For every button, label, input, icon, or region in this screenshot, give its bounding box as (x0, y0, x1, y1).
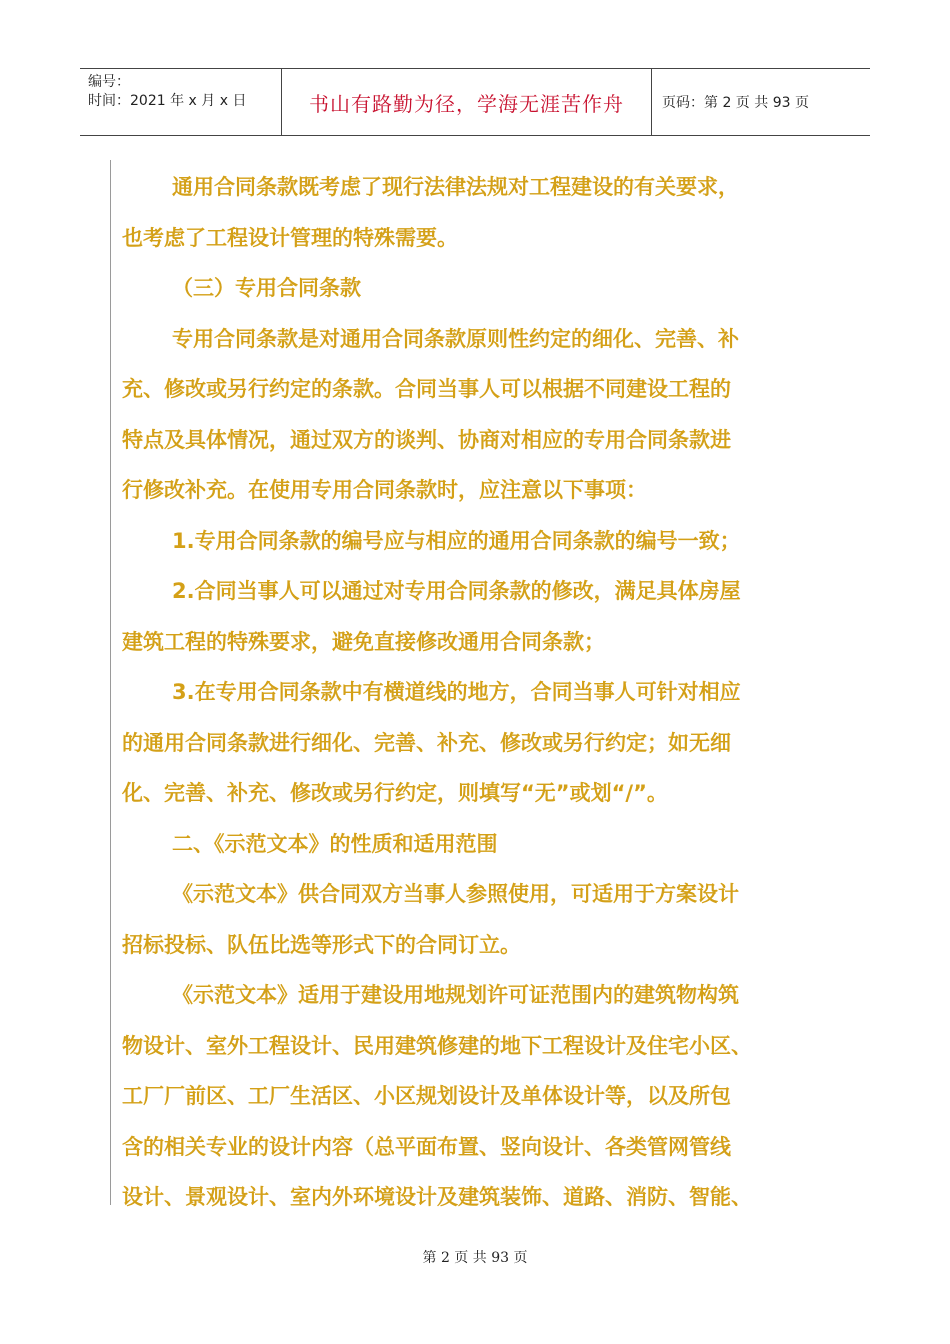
page-footer: 第 2 页 共 93 页 (422, 1250, 528, 1266)
body-line: 物设计、室外工程设计、民用建筑修建的地下工程设计及住宅小区、 (122, 1033, 752, 1058)
list-item: 1.专用合同条款的编号应与相应的通用合同条款的编号一致； (172, 528, 741, 553)
list-item: 2.合同当事人可以通过对专用合同条款的修改，满足具体房屋 (172, 579, 741, 603)
header-motto: 书山有路勤为径，学海无涯苦作舟 (282, 69, 652, 135)
body-line: 行修改补充。在使用专用合同条款时，应注意以下事项： (122, 478, 647, 502)
body-line: 《示范文本》适用于建设用地规划许可证范围内的建筑物构筑 (172, 983, 739, 1007)
body-line: 专用合同条款是对通用合同条款原则性约定的细化、完善、补 (172, 326, 739, 351)
body-line: 设计、景观设计、室内外环境设计及建筑装饰、道路、消防、智能、 (122, 1185, 752, 1209)
body-line: 也考虑了工程设计管理的特殊需要。 (122, 225, 458, 250)
list-item: 3.在专用合同条款中有横道线的地方，合同当事人可针对相应 (172, 680, 741, 704)
header-meta (80, 69, 282, 135)
number-label: 编号： (88, 74, 130, 90)
body-line: 特点及具体情况，通过双方的谈判、协商对相应的专用合同条款进 (122, 427, 731, 452)
body-line: 招标投标、队伍比选等形式下的合同订立。 (122, 932, 521, 957)
section-heading: 二、《示范文本》的性质和适用范围 (172, 831, 498, 856)
body-line: 含的相关专业的设计内容（总平面布置、竖向设计、各类管网管线 (122, 1134, 731, 1159)
body-line: 工厂厂前区、工厂生活区、小区规划设计及单体设计等，以及所包 (122, 1084, 731, 1108)
body-line: 的通用合同条款进行细化、完善、补充、修改或另行约定；如无细 (122, 730, 731, 755)
body-line: 建筑工程的特殊要求，避免直接修改通用合同条款； (122, 629, 605, 654)
body-line: 充、修改或另行约定的条款。合同当事人可以根据不同建设工程的 (122, 377, 731, 401)
page-header (80, 68, 870, 136)
document-body (122, 162, 842, 1223)
section-heading: （三）专用合同条款 (172, 276, 361, 300)
body-line: 通用合同条款既考虑了现行法律法规对工程建设的有关要求， (172, 175, 739, 199)
header-page-info: 页码：第 2 页 共 93 页 (662, 95, 809, 111)
body-line: 化、完善、补充、修改或另行约定，则填写“无”或划“/”。 (122, 781, 668, 805)
date-label: 时间：2021 年 x 月 x 日 (88, 93, 247, 109)
left-margin-rule (110, 160, 111, 1205)
body-line: 《示范文本》供合同双方当事人参照使用，可适用于方案设计 (172, 882, 739, 906)
